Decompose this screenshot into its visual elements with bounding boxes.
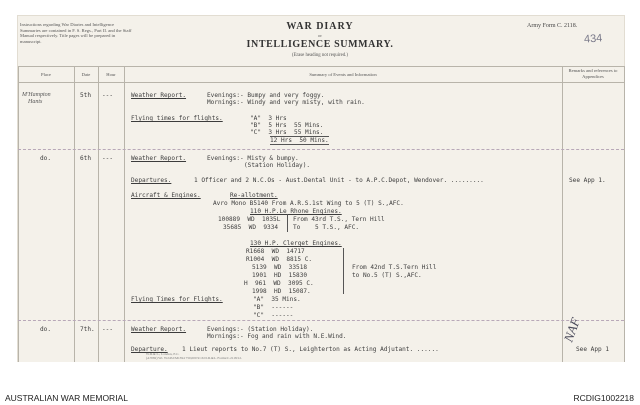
- handwritten-initials: NAF: [560, 315, 584, 344]
- clerget-engines-heading: 130 H.P. Clerget Engines.: [250, 240, 342, 247]
- entry-divider: [18, 149, 624, 150]
- printer-imprint: W.D.& L., London, E.C.: [146, 352, 180, 356]
- entry-place: do.: [40, 326, 52, 333]
- date-column-divider: [98, 66, 99, 362]
- left-border: [18, 66, 19, 362]
- entry-place: M'Hampton: [22, 92, 51, 98]
- weather-evenings: Evenings:- Misty & bumpy.: [207, 155, 299, 162]
- flight-a-time: "A" 3 Hrs: [250, 115, 287, 122]
- col-header-summary: Summary of Events and Information: [309, 72, 377, 77]
- entry-date: 6th: [80, 155, 92, 162]
- entry-hour: ---: [102, 155, 114, 162]
- diary-page: [18, 16, 624, 362]
- reallotment-heading: Re-allotment.: [230, 192, 278, 199]
- entry-place: do.: [40, 155, 52, 162]
- engine-row: 1901 HD 15830: [252, 272, 308, 279]
- flight-c-time: "C" ------: [253, 312, 294, 319]
- printer-imprint-form: (A7082) Wt. W2452/M1394 750,000 9/16 D.D.&L. Forms/C.2118/12.: [146, 356, 242, 360]
- remark-appendix: See App 1.: [569, 177, 606, 184]
- weather-evenings: Evenings:- Bumpy and very foggy.: [207, 92, 325, 99]
- aircraft-engines-heading: Aircraft & Engines.: [131, 192, 201, 199]
- col-header-remarks: Remarks and references to Appendices: [568, 68, 618, 79]
- weather-mornings: Mornings:- Fog and rain with N.E.Wind.: [207, 333, 347, 340]
- weather-evenings: Evenings:- (Station Holiday).: [207, 326, 314, 333]
- weather-report-heading: Weather Report.: [131, 326, 187, 333]
- engine-to: To 5 T.S., AFC.: [293, 224, 360, 231]
- entry-hour: ---: [102, 326, 114, 333]
- departure-heading: Departure.: [131, 346, 168, 353]
- engine-row: 100889 WD 1035L: [218, 216, 281, 223]
- col-header-place: Place: [41, 72, 51, 77]
- entry-divider: [18, 320, 624, 321]
- instructions-text: Instructions regarding War Diaries and Intelligence Summaries are contained in F. S. Regs., Part II. and the Staff Manual respectively. Title pages will be prepared in manuscript.: [20, 22, 132, 44]
- flight-a-time: "A" 35 Mins.: [253, 296, 301, 303]
- remarks-column-divider: [562, 66, 563, 362]
- flight-b-time: "B" ------: [253, 304, 294, 311]
- flying-times-heading: Flying Times for Flights.: [131, 296, 223, 303]
- title-or: or: [318, 33, 322, 38]
- station-holiday-note: (Station Holiday).: [244, 162, 311, 169]
- weather-report-heading: Weather Report.: [131, 92, 187, 99]
- flight-b-time: "B" 5 Hrs 55 Mins.: [250, 122, 324, 129]
- entry-hour: ---: [102, 92, 114, 99]
- entry-date: 7th.: [80, 326, 95, 333]
- engine-bracket: [287, 214, 288, 232]
- departures-heading: Departures.: [131, 177, 172, 184]
- departures-detail: 1 Officer and 2 N.C.Os - Aust.Dental Unit - to A.P.C.Depot, Wendover. .........: [194, 177, 484, 184]
- engine-row: 1998 HD 15087.: [252, 288, 311, 295]
- engine-row: 5139 WD 33518: [252, 264, 308, 271]
- place-column-divider: [74, 66, 75, 362]
- engine-row: R1668 WD 14717: [246, 248, 305, 255]
- engine-row: H 961 WD 3095 C.: [244, 280, 314, 287]
- title-intelligence-summary: INTELLIGENCE SUMMARY.: [246, 39, 394, 50]
- flight-total-time: 12 Hrs 50 Mins.: [270, 137, 329, 144]
- weather-report-heading: Weather Report.: [131, 155, 187, 162]
- rhone-engines-heading: 110 H.P.Le Rhone Engines.: [250, 208, 342, 215]
- page-number-stamp: 434: [583, 32, 603, 46]
- engine-row: R1004 WD 8815 C.: [246, 256, 313, 263]
- right-border: [624, 66, 625, 362]
- footer-id: RCDIG1002218: [573, 393, 634, 403]
- erase-note: (Erase heading not required.): [292, 53, 348, 58]
- remark-appendix: See App 1: [576, 346, 610, 353]
- hour-column-divider: [124, 66, 125, 362]
- departure-detail: 1 Lieut reports to No.7 (T) S., Leighterton as Acting Adjutant. ......: [182, 346, 439, 353]
- flying-times-heading: Flying times for flights.: [131, 115, 223, 122]
- entry-date: 5th: [80, 92, 92, 99]
- col-header-hour: Hour: [106, 72, 116, 77]
- header-bottom-rule: [18, 82, 624, 83]
- entry-place-county: Hants: [28, 99, 43, 105]
- weather-mornings: Mornings:- Windy and very misty, with rain.: [207, 99, 365, 106]
- avro-allotment: Avro Mono B5140 From A.R.S.1st Wing to 5 (T) S.,AFC.: [213, 200, 404, 207]
- footer-source: AUSTRALIAN WAR MEMORIAL: [5, 393, 128, 403]
- table-top-rule: [18, 66, 624, 67]
- engine-from: From 43rd T.S., Tern Hill: [293, 216, 385, 223]
- engine-row: 35685 WD 9334: [223, 224, 279, 231]
- engine-bracket: [343, 248, 344, 294]
- flight-c-time: "C" 3 Hrs 55 Mins.: [250, 129, 324, 136]
- title-war-diary: WAR DIARY: [286, 21, 354, 32]
- col-header-date: Date: [81, 72, 91, 77]
- army-form-number: Army Form C. 2118.: [527, 23, 578, 29]
- engine-from: From 42nd T.S.Tern Hill: [352, 264, 437, 271]
- engine-to: to No.5 (T) S.,AFC.: [352, 272, 422, 279]
